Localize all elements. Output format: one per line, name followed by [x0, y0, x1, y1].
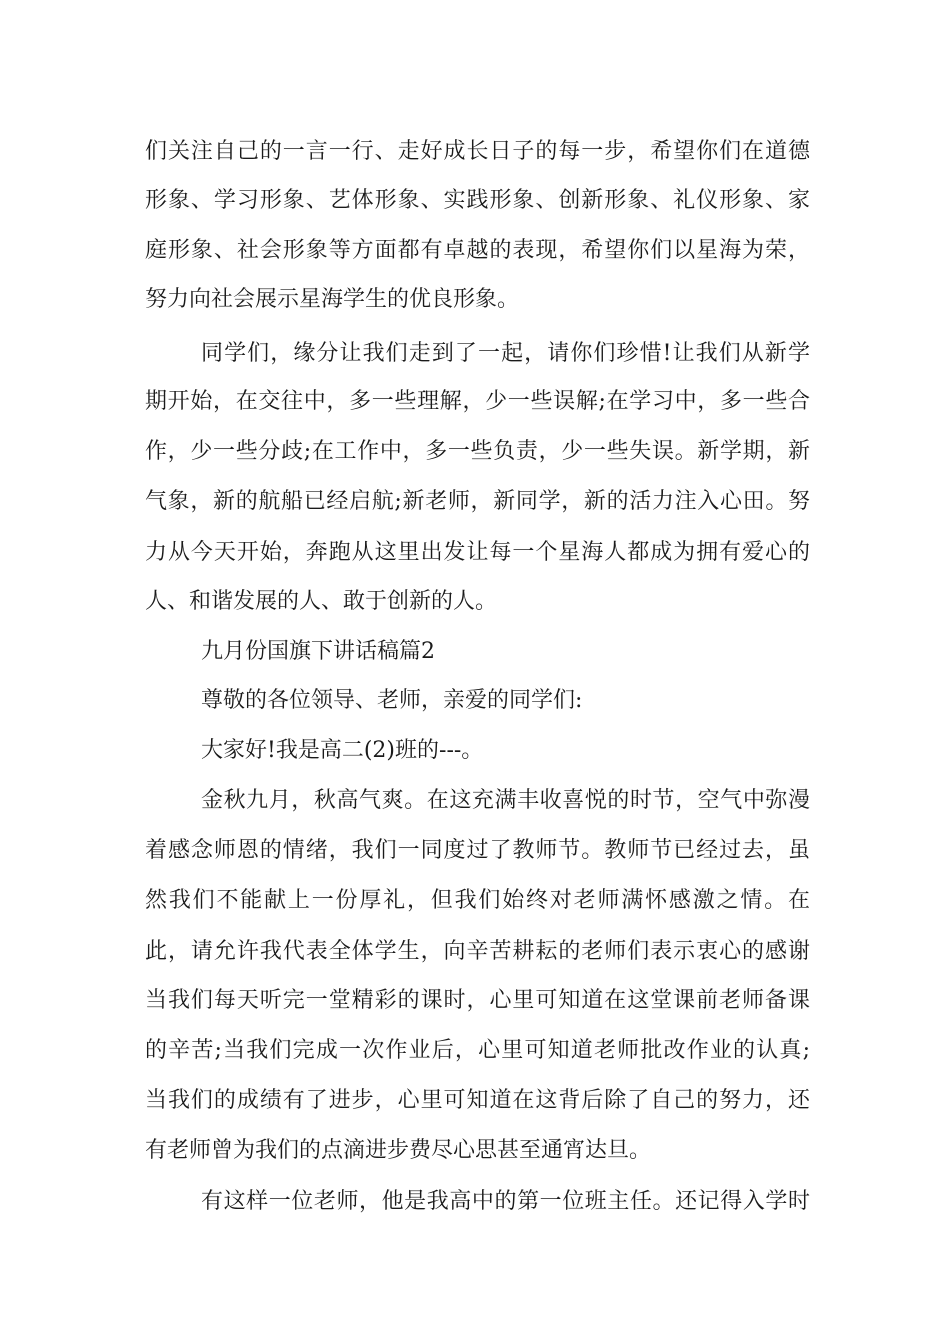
section-heading: 九月份国旗下讲话稿篇2: [201, 639, 435, 664]
text-line: 庭形象、社会形象等方面都有卓越的表现，希望你们以星海为荣，: [145, 238, 810, 263]
text-line: 当我们的成绩有了进步，心里可知道在这背后除了自己的努力，还: [145, 1088, 810, 1113]
text-line: 着感念师恩的情绪，我们一同度过了教师节。教师节已经过去，虽: [145, 838, 810, 863]
text-line: 力从今天开始，奔跑从这里出发让每一个星海人都成为拥有爱心的: [145, 540, 810, 565]
greeting: 大家好!我是高二(2)班的---。: [201, 738, 484, 763]
text-line: 的辛苦;当我们完成一次作业后，心里可知道老师批改作业的认真;: [145, 1038, 810, 1063]
text-line: 们关注自己的一言一行、走好成长日子的每一步，希望你们在道德: [145, 139, 810, 164]
paragraph-first-line: 有这样一位老师，他是我高中的第一位班主任。还记得入学时: [201, 1189, 810, 1214]
text-line: 努力向社会展示星海学生的优良形象。: [145, 287, 520, 312]
paragraph-first-line: 同学们，缘分让我们走到了一起，请你们珍惜!让我们从新学: [201, 341, 810, 366]
text-line: 然我们不能献上一份厚礼，但我们始终对老师满怀感激之情。在: [145, 888, 810, 913]
text-line: 此，请允许我代表全体学生，向辛苦耕耘的老师们表示衷心的感谢: [145, 939, 810, 964]
salutation: 尊敬的各位领导、老师，亲爱的同学们:: [201, 688, 583, 713]
text-line: 有老师曾为我们的点滴进步费尽心思甚至通宵达旦。: [145, 1138, 652, 1163]
text-line: 人、和谐发展的人、敢于创新的人。: [145, 589, 498, 614]
text-line: 期开始，在交往中，多一些理解，少一些误解;在学习中，多一些合: [145, 389, 810, 414]
text-line: 气象，新的航船已经启航;新老师，新同学，新的活力注入心田。努: [145, 489, 810, 514]
text-line: 当我们每天听完一堂精彩的课时，心里可知道在这堂课前老师备课: [145, 988, 810, 1013]
paragraph-first-line: 金秋九月，秋高气爽。在这充满丰收喜悦的时节，空气中弥漫: [201, 788, 810, 813]
text-line: 形象、学习形象、艺体形象、实践形象、创新形象、礼仪形象、家: [145, 188, 810, 213]
text-line: 作，少一些分歧;在工作中，多一些负责，少一些失误。新学期，新: [145, 439, 810, 464]
